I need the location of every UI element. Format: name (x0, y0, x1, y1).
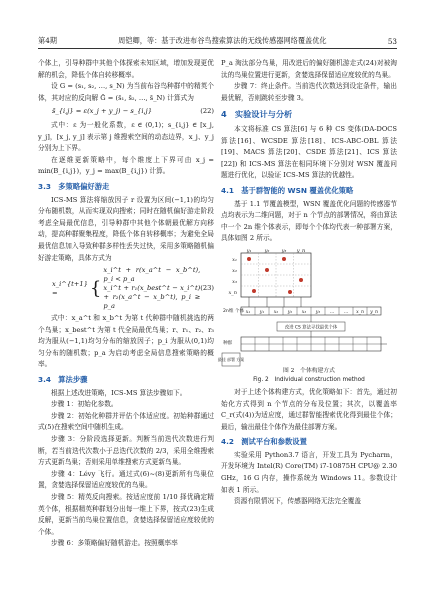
vector-cell: y₃ (315, 309, 321, 315)
sensor-node-dot (282, 257, 286, 261)
sensor-node-dot (288, 290, 292, 294)
sensor-node-dot (299, 278, 303, 282)
issue-number: 第4期 (38, 36, 57, 45)
vector-cell: y₁ (259, 309, 265, 315)
grid-label: y₃ (281, 247, 287, 254)
sensor-node-dot (252, 289, 256, 293)
paragraph: 资源有限情况下，传感器网络无法完全覆盖 (234, 497, 362, 506)
equation-number: (22) (200, 107, 214, 116)
equation-23: x_i^{t+1} = { x_i^t + r(x_a^t − x_b^t), p_i < p_a x_i^t + r₁(x_best^t − x_i^t) + r₂(x_a^t − x_b^t), p_i ≥ p_a (23) (52, 266, 214, 311)
sensor-node-dot (247, 257, 251, 261)
grid-label: y₁ (246, 247, 252, 254)
equation-lhs: x_i^{t+1} = (52, 279, 88, 297)
paragraph: 步骤 7：终止条件。当前迭代次数达到设定条件，输出最优解，否则跳转至步骤 3。 (221, 82, 397, 102)
section-heading: 4 实验设计与分析 (221, 109, 293, 120)
paragraph: ICS-MS 算法将缩放因子 r 设置为区间(−1,1)的均匀分布随机数，从而实现双向搜索；同时在随机偏好游走阶段考虑全局最优信息，引导种群中其他个体朝最优解方向移动，提高种群聚集程度，降低个体自转移概率；为避免全局最优信息加入导致种群多样性丢失过快，采用多策略随机偏好游走策略，具体方式为 (38, 195, 214, 262)
grid-label: x_n (228, 289, 237, 296)
page-number: 53 (387, 37, 397, 46)
equation-case-2: x_i^t + r₁(x_best^t − x_i^t) + r₂(x_a^t − x_b^t), p_i ≥ p_a (103, 284, 201, 311)
vector-cell: x₃ (301, 309, 307, 315)
step-item: 步骤 5：精英反向搜索。按适应度前 1/10 择优确定精英个体，根据精英种群划分出每一维上下界，按式(23)生成反解，更新当前鸟巢位置信息，贪婪选择保留适应度较优的个体。 (38, 493, 214, 536)
figure-2 (217, 247, 397, 385)
equation-number: (23) (200, 284, 214, 293)
figure-caption-en: Fig. 2 Individual construction method (253, 376, 365, 383)
paragraph: 实验采用 Python3.7 语言，开发工具为 Pycharm，开发环境为 Intel(R) Core(TM) i7-10875H CPU@ 2.30 GHz，16 G 内存，操作系统为 Windows 11。参数设计如表 1 所示。 (221, 450, 397, 494)
section-heading: 3.3 多策略偏好游走 (38, 181, 110, 191)
section-heading: 4.1 基于群智能的 WSN 覆盖优化策略 (221, 185, 354, 195)
vector-cell: y₂ (287, 309, 293, 315)
paragraph: 本文将标准 CS 算法[6] 与 6 种 CS 变体(DA-DOCS 算法[16]、WCSDE 算法[18]、ICS-ABC-OBL 算法[19]、MACS 算法[20]、CSDE 算法[21]、ICS 算法[22]) 和 ICS-MS 算法在相同环境下分别对 WSN 覆盖问题进行优化，以验证 ICS-MS 算法的优越性。 (221, 124, 397, 180)
vector-cell: … (343, 309, 349, 315)
row-label: 种群 (223, 340, 233, 346)
step-item: 步骤 3：分阶段选择更新。判断当前迭代次数进行判断，若当前迭代次数小于总迭代次数的 2/3，采用全维搜索方式更新鸟巢；否则采用单维搜索方式更新鸟巢。 (38, 435, 214, 467)
population-vector (223, 337, 381, 351)
best-deployment-label: 最佳 部署 方案 (217, 356, 245, 362)
grid-label: x₂ (232, 267, 237, 274)
right-column (217, 58, 397, 579)
equation-22 (38, 106, 214, 118)
deployment-grid (241, 253, 311, 297)
paragraph: 对于上述个体构建方式，优化策略如下：首先，通过初始化方式得到 n 个节点的分布及位置；其次，以覆盖率 C_r(式(4))为适应度，通过群智能搜索优化得到最佳个体；最后，输出最佳个体作为最佳部署方案。 (221, 387, 397, 431)
grid-label: y_n (296, 247, 306, 254)
running-title: 周铠卿，等：基于改进布谷鸟搜索算法的无线传感器网络覆盖优化 (118, 36, 327, 45)
individual-construction-diagram (217, 247, 397, 367)
paragraph: 基于 1.1 节覆盖模型，WSN 覆盖优化问题的传感器节点均表示为二维问题，对于 n 个节点的部署情况，将由算法中一个 2n 维个体表示，即每个个体均代表一种部署方案，具体如图 2 所示。 (221, 199, 397, 243)
equation-case-1: x_i^t + r(x_a^t − x_b^t), p_i < p_a (103, 266, 201, 284)
paragraph: 根据上述改进策略，ICS-MS 算法步骤如下。 (51, 388, 187, 397)
paragraph: 式中：ε 为一般化系数，ε ∈ (0,1)；s_{i,j} ∈ [x_j, y_j]，[x_j, y_j] 表示第 j 维搜索空间的动态边界，x_j、y_j 分别为上下界。 (38, 120, 214, 153)
vector-cell: x_n (356, 309, 364, 315)
vector-cell: … (329, 309, 335, 315)
grid-label: x₁ (232, 256, 237, 263)
figure-caption-cn: 图 2 个体构建方式 (283, 367, 335, 374)
algorithm-label: 改进 CS 算法寻找最优个体 (284, 325, 338, 331)
step-item: 步骤 6：多策略偏好随机游走。按照概率率 (51, 539, 178, 548)
section-heading: 3.4 算法步骤 (38, 375, 88, 385)
paragraph: 在逐维更新策略中，每个维度上下界可由 x_j = min(B_{i,j})，y_j = max(B_{i,j}) 计算。 (38, 155, 214, 176)
vector-cell: y_n (370, 309, 378, 315)
step-item: 步骤 1：初始化参数。 (51, 400, 118, 409)
page-header (38, 34, 397, 49)
equation-body: s̄_{i,j} = ε(x_j + y_j) − s_{i,j} (52, 107, 153, 116)
paragraph: 式中：x_a^t 和 x_b^t 为第 t 代种群中随机挑选的两个鸟巢；x_best^t 为第 t 代全局最优鸟巢；r、r₁、r₂、r₃ 均为服从(−1,1)均匀分布的缩放因子；p_i 为服从(0,1)均匀分布的随机数；p_a 为启动考虑全局信息搜索策略的概率。 (38, 314, 214, 369)
paragraph: 个体上，引导种群中其他个体探索未知区域，增加发现更优解的机会，降低个体自转移概率。 (38, 59, 214, 79)
vector-cell: x₂ (273, 309, 279, 315)
individual-vector (223, 307, 381, 315)
grid-label: x₃ (232, 278, 237, 285)
section-heading: 4.2 测试平台和参数设置 (221, 437, 307, 447)
paragraph: P_a 淘汰部分鸟巢，用改进后的偏好随机游走式(24)对被淘汰的鸟巢位置进行更新，贪婪选择保留适应度较优的鸟巢。 (221, 59, 397, 79)
step-item: 步骤 2：初始化种群并评估个体适应度。初始种群通过式(5)在搜索空间中随机生成。 (38, 411, 214, 432)
row-label: 2n维 个体 (223, 308, 245, 314)
step-item: 步骤 4：Lévy 飞行。通过式(6)~(8)更新所有鸟巢位置，贪婪选择保留适应度较优的鸟巢。 (38, 469, 214, 490)
grid-label: y₂ (264, 247, 270, 254)
paragraph: 设 G = (s₁, s₂, …, s_N) 为当前布谷鸟种群中的精英个体，其对应的反向解 Ḡ = (s̄₁, s̄₂, …, s̄_N) 计算式为 (38, 82, 214, 102)
left-column (38, 58, 214, 579)
sensor-node-dot (265, 268, 269, 272)
vector-cell: x₁ (245, 309, 251, 315)
